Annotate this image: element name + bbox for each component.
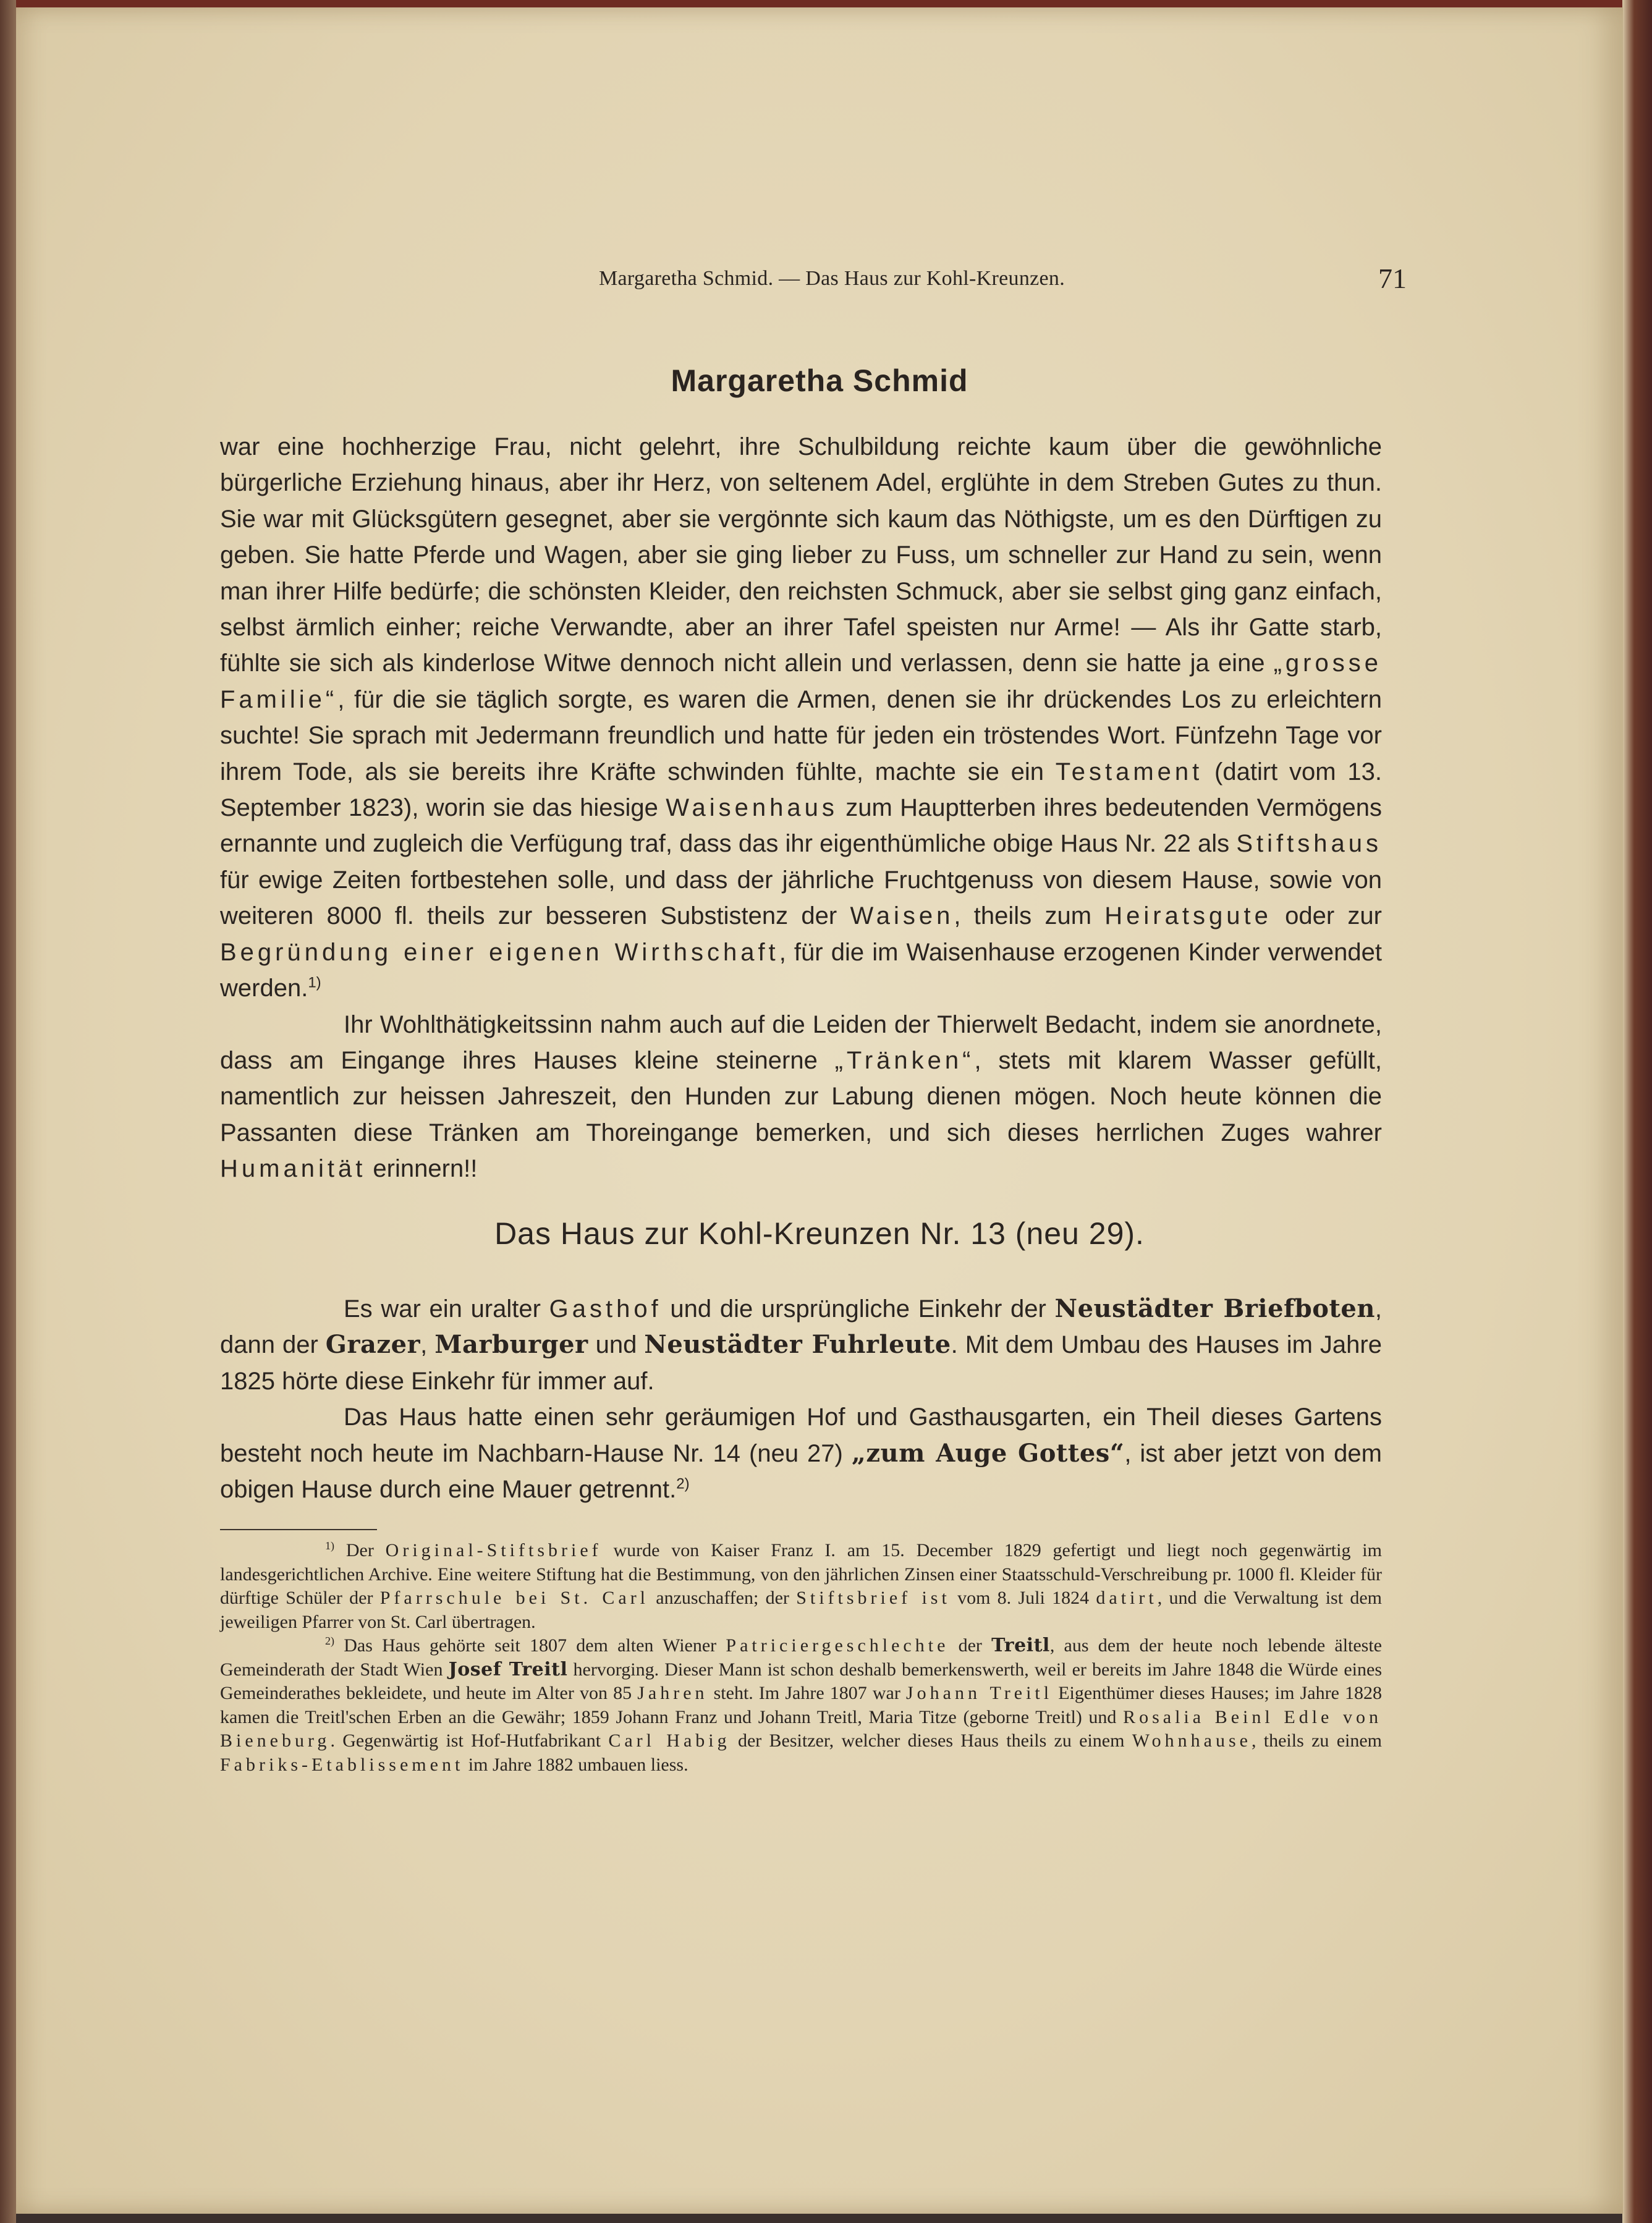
text-run: . Mit dem Umbau des Hauses im Jahre 1825 hörte diese Einkehr für immer auf. bbox=[220, 1331, 1382, 1395]
text-run: , dann der bbox=[220, 1295, 1383, 1359]
spaced-text: Johann Treitl bbox=[905, 1683, 1053, 1703]
text-run: , theils zu einem bbox=[1251, 1730, 1382, 1751]
text-run: Ihr Wohlthätigkeitssinn nahm auch auf die Leiden der Thierwelt Bedacht, indem sie anordnete, dass am Eingange ihres Hauses kleine steinerne bbox=[220, 1010, 1382, 1074]
blackletter-text: Neustädter Fuhrleute bbox=[644, 1330, 951, 1360]
spaced-text: Stiftsbrief ist bbox=[796, 1588, 951, 1608]
spaced-text: Rosalia Beinl Edle von Bieneburg bbox=[220, 1706, 1383, 1751]
spaced-text: Waisen bbox=[850, 902, 954, 930]
page bbox=[16, 7, 1623, 2214]
text-run: , und die Verwaltung ist dem jeweiligen Pfarrer von St. Carl übertragen. bbox=[220, 1588, 1382, 1632]
blackletter-text: Marburger bbox=[434, 1330, 588, 1360]
text-run: Eigenthümer dieses Hauses; im Jahre 1828 kamen die Treitl'schen Erben an die Gewähr; 1859 Johann Franz und Johann Treitl, Maria Titze (geborne Treitl) und bbox=[220, 1683, 1383, 1727]
text-run: , theils zum bbox=[954, 902, 1105, 930]
page-number: 71 bbox=[1378, 263, 1407, 294]
book-page-edge bbox=[1622, 0, 1652, 2223]
spaced-text: Humanität bbox=[220, 1155, 366, 1183]
spaced-text: „grosse Familie“ bbox=[220, 650, 1382, 713]
blackletter-text: „zum Auge Gottes“ bbox=[851, 1438, 1125, 1468]
section-body-haus-kohl-kreunzen bbox=[220, 1291, 1382, 1507]
text-run: Das Haus hatte einen sehr geräumigen Hof und Gasthausgarten, ein Theil dieses Gartens besteht noch heute im Nachbarn-Hause Nr. 14 (neu 27) bbox=[220, 1404, 1382, 1467]
text-run: hervorging. Dieser Mann ist schon deshalb bemerkenswerth, weil er bereits im Jahre 1848 die Würde eines Gemeinderathes bekleidete, und heute im Alter von 85 bbox=[220, 1659, 1382, 1703]
text-run: , aus dem der heute noch lebende älteste Gemeinderath der Stadt Wien bbox=[220, 1635, 1383, 1680]
spaced-text: Carl Habig bbox=[608, 1730, 731, 1751]
section-title-haus-kohl-kreunzen: Das Haus zur Kohl-Kreunzen Nr. 13 (neu 29). bbox=[494, 1216, 1145, 1251]
text-run: der bbox=[949, 1635, 992, 1656]
text-run: und bbox=[588, 1331, 645, 1359]
text-run: , ist aber jetzt von dem obigen Hause durch eine Mauer getrennt. bbox=[220, 1439, 1382, 1504]
text-run: , bbox=[420, 1331, 435, 1359]
footnote-1 bbox=[220, 1539, 1382, 1634]
footnote-divider bbox=[220, 1529, 377, 1530]
spaced-text: Stiftshaus bbox=[1236, 830, 1382, 858]
text-run: Das Haus gehörte seit 1807 dem alten Wiener bbox=[334, 1635, 726, 1656]
spaced-text: Waisenhaus bbox=[666, 794, 838, 822]
footnote-2 bbox=[220, 1634, 1382, 1777]
spaced-text: Jahren bbox=[637, 1683, 708, 1703]
text-run: Der bbox=[334, 1540, 386, 1560]
footnote-ref-2[interactable]: 2) bbox=[676, 1475, 690, 1493]
spaced-text: Heiratsgute bbox=[1104, 902, 1272, 930]
spaced-text: Wohnhause bbox=[1132, 1730, 1252, 1751]
text-run: vom 8. Juli 1824 bbox=[950, 1588, 1096, 1608]
spaced-text: Fabriks-Etablissement bbox=[220, 1754, 464, 1775]
spaced-text: Original-Stiftsbrief bbox=[385, 1540, 602, 1560]
text-run: für ewige Zeiten fortbestehen solle, und dass der jährliche Fruchtgenuss von diesem Hause, sowie von weiteren 8000 fl. theils zur besseren Substistenz der bbox=[220, 866, 1382, 930]
text-run: oder zur bbox=[1271, 902, 1383, 930]
blackletter-text: Josef Treitl bbox=[448, 1658, 568, 1680]
spaced-text: Gasthof bbox=[549, 1295, 662, 1323]
book-spine-edge bbox=[0, 0, 16, 2223]
text-run: . Gegenwärtig ist Hof-Hutfabrikant bbox=[330, 1730, 609, 1751]
spaced-text: datirt bbox=[1096, 1588, 1158, 1608]
text-run: Es war ein uralter bbox=[344, 1295, 549, 1323]
text-run: , stets mit klarem Wasser gefüllt, namentlich zur heissen Jahreszeit, den Hunden zur Labung dienen mögen. Noch heute können die Passanten diese Tränken am Thoreingange bemerken, und sich dieses herrlichen Zuges wahrer bbox=[220, 1046, 1382, 1146]
blackletter-text: Grazer bbox=[325, 1330, 421, 1360]
footnote-mark: 1) bbox=[325, 1539, 334, 1552]
paragraph bbox=[220, 429, 1382, 1007]
footnote-mark: 2) bbox=[325, 1635, 334, 1647]
paragraph bbox=[220, 1007, 1382, 1187]
spaced-text: Patriciergeschlechte bbox=[726, 1635, 949, 1656]
text-run: zum Hauptterben ihres bedeutenden Vermögens ernannte und zugleich die Verfügung traf, dass das ihr eigenthümliche obige Haus Nr. 22 als bbox=[220, 794, 1383, 858]
text-run: (datirt vom 13. September 1823), worin sie das hiesige bbox=[220, 758, 1382, 822]
text-run: war eine hochherzige Frau, nicht gelehrt, ihre Schulbildung reichte kaum über die gewöhnliche bürgerliche Erziehung hinaus, aber ihr Herz, von seltenem Adel, erglühte in dem Streben Gutes zu thun. Sie war mit Glücksgütern gesegnet, aber sie vergönnte sich kaum das Nöthigste, um es den Dürftigen zu geben. Sie hatte Pferde und Wagen, aber sie ging lieber zu Fuss, um schneller zur Hand zu sein, wenn man ihrer Hilfe bedürfe; die schönsten Kleider, den reichsten Schmuck, aber sie selbst ging ganz einfach, selbst ärmlich einher; reiche Verwandte, aber an ihrer Tafel speisten nur Arme! — Als ihr Gatte starb, fühlte sie sich als kinderlose Witwe dennoch nicht allein und verlassen, denn sie hatte ja eine bbox=[220, 433, 1382, 677]
spaced-text: „Tränken“ bbox=[834, 1046, 975, 1074]
footnotes bbox=[220, 1539, 1382, 1777]
text-run: wurde von Kaiser Franz I. am 15. December 1829 gefertigt und liegt noch gegenwärtig im landesgerichtlichen Archive. Eine weitere Stiftung hat die Bestimmung, von den jährlichen Zinsen einer Staatsschuld-Verschreibung pr. 1000 fl. Kleider für dürftige Schüler der bbox=[220, 1540, 1382, 1608]
text-run: erinnern!! bbox=[366, 1155, 478, 1183]
spaced-text: Pfarrschule bei St. Carl bbox=[379, 1588, 650, 1608]
text-run: und die ursprüngliche Einkehr der bbox=[661, 1295, 1055, 1323]
text-run: , für die sie täglich sorgte, es waren die Armen, denen sie ihr drückendes Los zu erleichtern suchte! Sie sprach mit Jedermann freundlich und hatte für jeden ein tröstendes Wort. Fünfzehn Tage vor ihrem Tode, als sie bereits ihre Kräfte schwinden fühlte, machte sie ein bbox=[220, 685, 1382, 785]
text-run: im Jahre 1882 umbauen liess. bbox=[464, 1754, 688, 1775]
spaced-text: Testament bbox=[1055, 758, 1203, 785]
footnote-ref-1[interactable]: 1) bbox=[308, 974, 321, 991]
paragraph bbox=[220, 1399, 1382, 1507]
blackletter-text: Treitl bbox=[991, 1635, 1050, 1656]
blackletter-text: Neustädter Briefboten bbox=[1054, 1294, 1375, 1323]
text-run: , für die im Waisenhause erzogenen Kinder verwendet werden. bbox=[220, 938, 1383, 1002]
text-run: anzuschaffen; der bbox=[649, 1588, 797, 1608]
text-run: steht. Im Jahre 1807 war bbox=[708, 1683, 906, 1703]
text-run: der Besitzer, welcher dieses Haus theils zu einem bbox=[730, 1730, 1132, 1751]
spaced-text: Begründung einer eigenen Wirthschaft bbox=[220, 938, 779, 966]
paragraph bbox=[220, 1291, 1382, 1399]
section-body-margaretha-schmid bbox=[220, 429, 1382, 1187]
section-title-margaretha-schmid: Margaretha Schmid bbox=[671, 363, 968, 398]
running-head: Margaretha Schmid. — Das Haus zur Kohl-Kreunzen. bbox=[599, 267, 1065, 290]
